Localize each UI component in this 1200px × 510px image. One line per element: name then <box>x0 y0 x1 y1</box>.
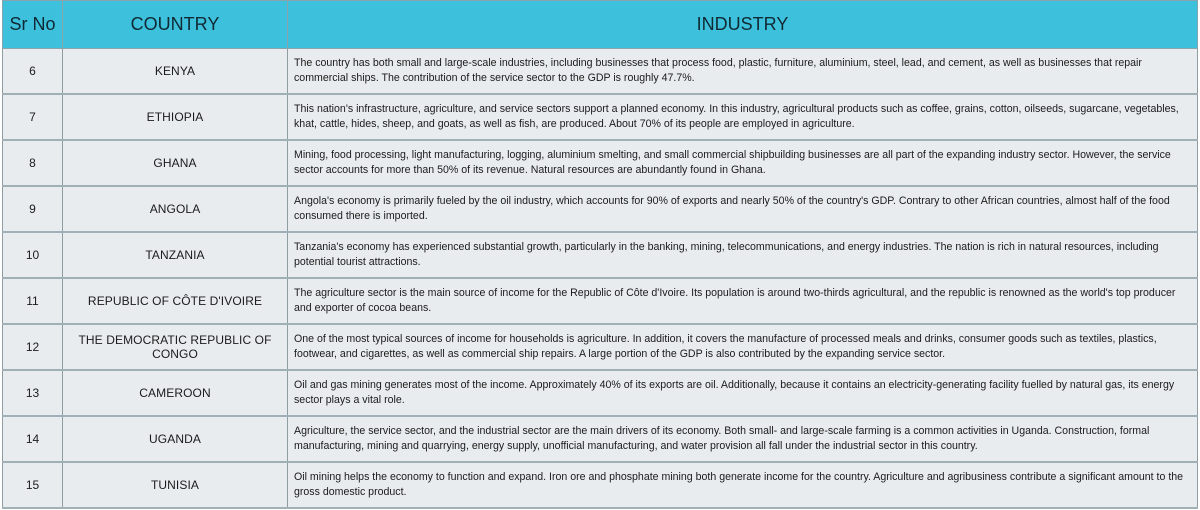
country-cell: THE DEMOCRATIC REPUBLIC OF CONGO <box>63 324 288 370</box>
industry-cell: Agriculture, the service sector, and the industrial sector are the main drivers of its economy. Both small- and large-scale farming is a common activities in Uganda. Construction, formal manufacturing, mining and quarrying, energy supply, unofficial manufacturing, and water provision all fall under the industrial sector in this country. <box>288 416 1198 462</box>
table-row <box>3 416 1198 462</box>
industry-cell: Angola's economy is primarily fueled by the oil industry, which accounts for 90% of exports and nearly 50% of the country's GDP. Contrary to other African countries, almost half of the food consumed there is imported. <box>288 186 1198 232</box>
table-row <box>3 324 1198 370</box>
industry-cell: This nation's infrastructure, agriculture, and service sectors support a planned economy. In this industry, agricultural products such as coffee, grains, cotton, oilseeds, sugarcane, vegetables, khat, cattle, hides, sheep, and goats, as well as fish, are produced. About 70% of its people are employed in agriculture. <box>288 94 1198 140</box>
sr-no-cell: 9 <box>3 186 63 232</box>
industry-cell: Tanzania's economy has experienced substantial growth, particularly in the banking, mining, telecommunications, and energy industries. The nation is rich in natural resources, including potential tourist attractions. <box>288 232 1198 278</box>
sr-no-cell: 12 <box>3 324 63 370</box>
industry-cell: The agriculture sector is the main source of income for the Republic of Côte d'Ivoire. Its population is around two-thirds agricultural, and the republic is renowned as the world's top producer and exporter of cocoa beans. <box>288 278 1198 324</box>
country-cell: TANZANIA <box>63 232 288 278</box>
sr-no-cell: 8 <box>3 140 63 186</box>
country-cell: REPUBLIC OF CÔTE D'IVOIRE <box>63 278 288 324</box>
industry-cell: Mining, food processing, light manufacturing, logging, aluminium smelting, and small commercial shipbuilding businesses are all part of the expanding industry sector. However, the service sector accounts for more than 50% of its revenue. Natural resources are abundantly found in Ghana. <box>288 140 1198 186</box>
sr-no-cell: 13 <box>3 370 63 416</box>
country-cell: TUNISIA <box>63 462 288 508</box>
header-row <box>3 1 1198 49</box>
sr-no-cell: 11 <box>3 278 63 324</box>
table-row <box>3 49 1198 95</box>
table-row <box>3 94 1198 140</box>
country-cell: CAMEROON <box>63 370 288 416</box>
country-cell: ANGOLA <box>63 186 288 232</box>
country-cell: KENYA <box>63 49 288 95</box>
header-country: COUNTRY <box>63 1 288 49</box>
country-industry-table <box>2 0 1198 509</box>
table-row <box>3 186 1198 232</box>
header-industry: INDUSTRY <box>288 1 1198 49</box>
table-row <box>3 278 1198 324</box>
table-row <box>3 140 1198 186</box>
industry-cell: Oil mining helps the economy to function and expand. Iron ore and phosphate mining both generate income for the country. Agriculture and agribusiness contribute a significant amount to the gross domestic product. <box>288 462 1198 508</box>
table-row <box>3 232 1198 278</box>
industry-cell: Oil and gas mining generates most of the income. Approximately 40% of its exports are oil. Additionally, because it contains an electricity-generating facility fuelled by natural gas, its energy sector plays a vital role. <box>288 370 1198 416</box>
country-cell: ETHIOPIA <box>63 94 288 140</box>
sr-no-cell: 14 <box>3 416 63 462</box>
industry-cell: One of the most typical sources of income for households is agriculture. In addition, it covers the manufacture of processed meals and drinks, consumer goods such as textiles, plastics, footwear, and cigarettes, as well as commercial ship repairs. A large portion of the GDP is also contributed by the expanding service sector. <box>288 324 1198 370</box>
sr-no-cell: 10 <box>3 232 63 278</box>
sr-no-cell: 15 <box>3 462 63 508</box>
country-cell: UGANDA <box>63 416 288 462</box>
table-row <box>3 462 1198 508</box>
sr-no-cell: 6 <box>3 49 63 95</box>
table-row <box>3 370 1198 416</box>
country-cell: GHANA <box>63 140 288 186</box>
industry-cell: The country has both small and large-scale industries, including businesses that process food, plastic, furniture, aluminium, steel, lead, and cement, as well as businesses that repair commercial ships. The contribution of the service sector to the GDP is roughly 47.7%. <box>288 49 1198 95</box>
header-sr-no: Sr No <box>3 1 63 49</box>
sr-no-cell: 7 <box>3 94 63 140</box>
